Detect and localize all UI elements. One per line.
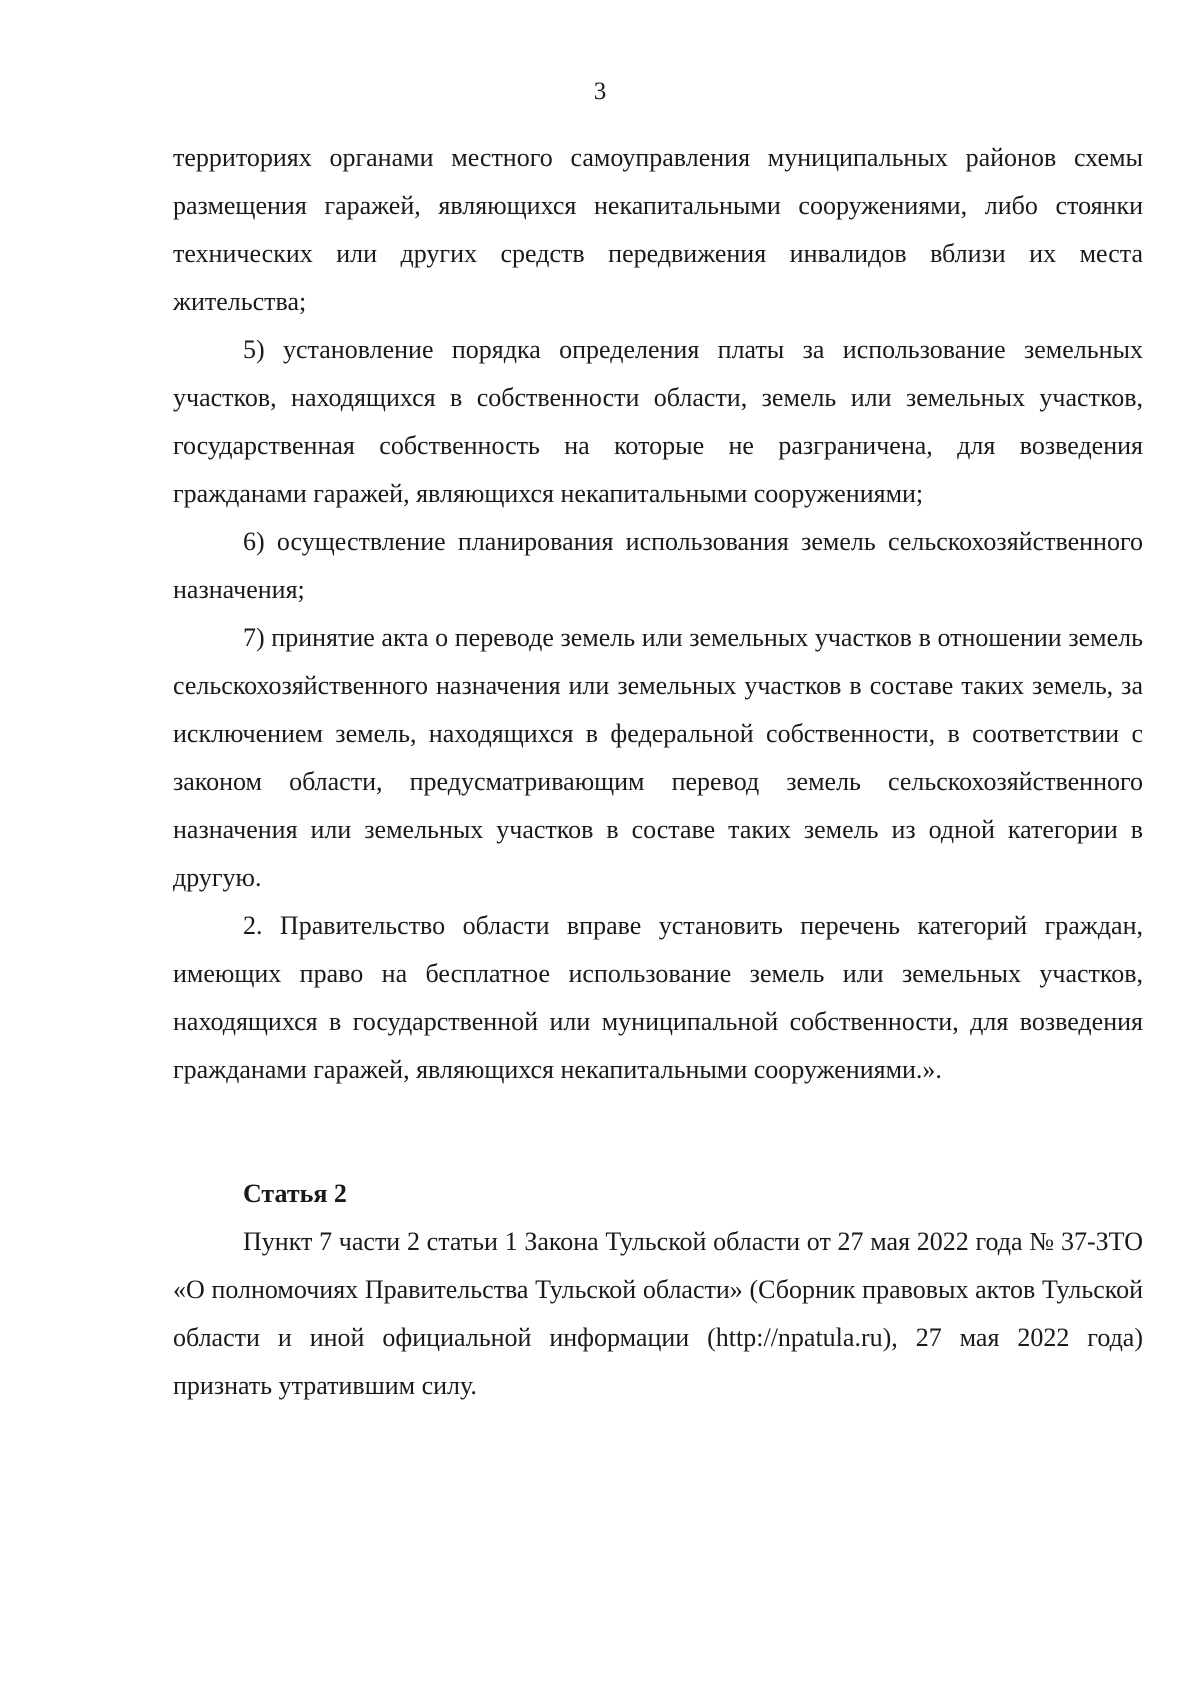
page-number: 3: [593, 78, 607, 105]
paragraph-part-2: 2. Правительство области вправе установить перечень категорий граждан, имеющих право на бесплатное использование земель или земельных участков, находящихся в государственной или муниципальной собственности, для возведения гражданами гаражей, являющихся некапитальными сооружениями.».: [173, 911, 1143, 1084]
paragraph-item-5: 5) установление порядка определения платы за использование земельных участков, находящихся в собственности области, земель или земельных участков, государственная собственность на которые не разграничена, для возведения гражданами гаражей, являющихся некапитальными сооружениями;: [173, 335, 1143, 508]
paragraph-item-7: 7) принятие акта о переводе земель или земельных участков в отношении земель сельскохозяйственного назначения или земельных участков в составе таких земель, за исключением земель, находящихся в федеральной собственности, в соответствии с законом области, предусматривающим перевод земель сельскохозяйственного назначения или земельных участков в составе таких земель из одной категории в другую.: [173, 623, 1143, 892]
document-body: [173, 134, 1143, 1410]
paragraph-item-6: 6) осуществление планирования использования земель сельскохозяйственного назначения;: [173, 527, 1143, 604]
article-2-text: Пункт 7 части 2 статьи 1 Закона Тульской области от 27 мая 2022 года № 37-ЗТО «О полномочиях Правительства Тульской области» (Сборник правовых актов Тульской области и иной официальной информации (http://npatula.ru), 27 мая 2022 года) признать утратившим силу.: [173, 1227, 1143, 1400]
paragraph-continuation: территориях органами местного самоуправления муниципальных районов схемы размещения гаражей, являющихся некапитальными сооружениями, либо стоянки технических или других средств передвижения инвалидов вблизи их места жительства;: [173, 143, 1143, 316]
article-2-heading: Статья 2: [243, 1179, 347, 1208]
